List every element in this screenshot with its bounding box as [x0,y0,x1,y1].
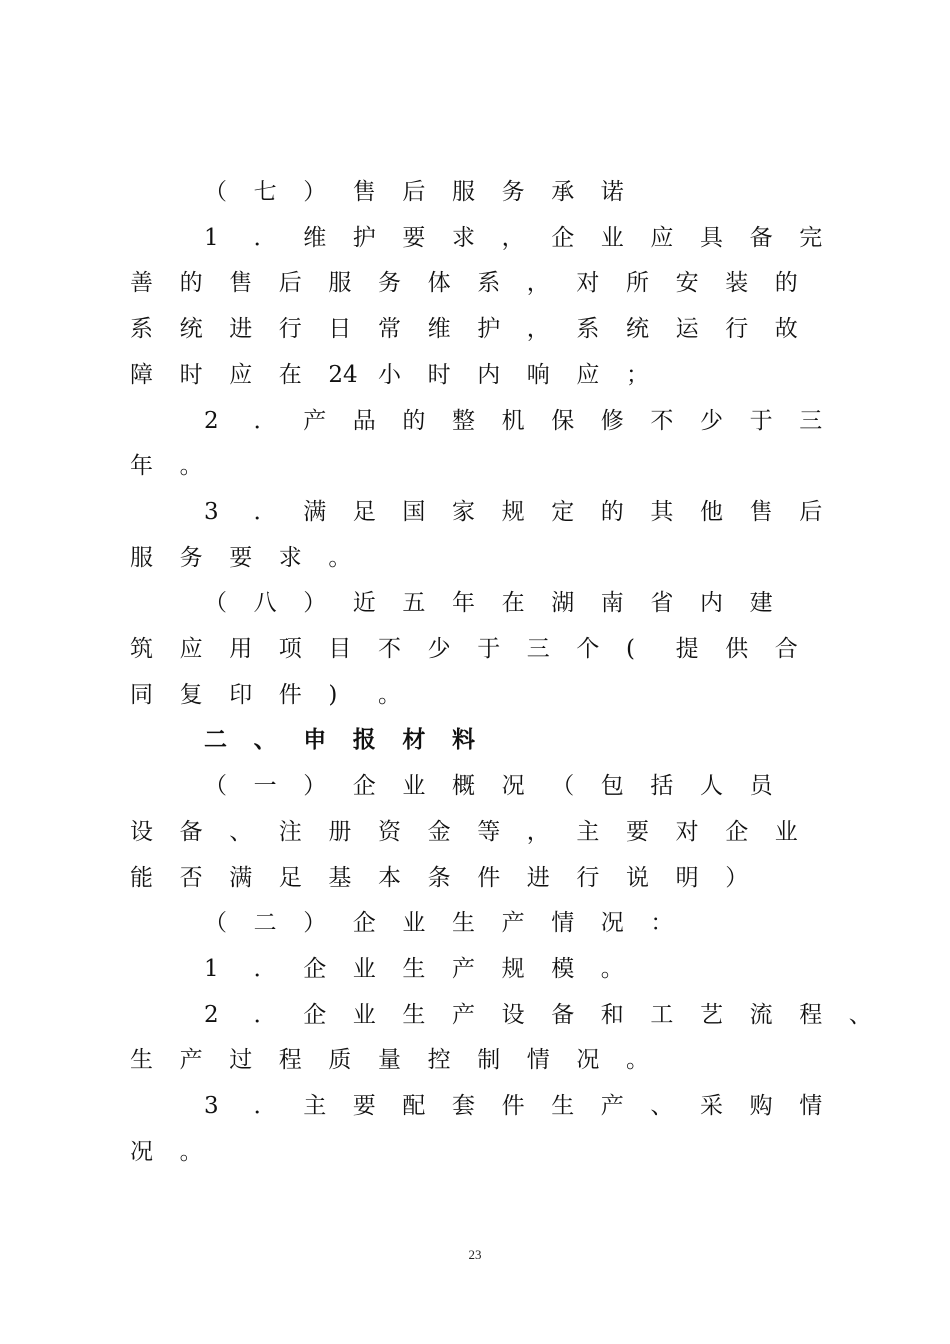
text-line: 筑 应 用 项 目 不 少 于 三 个 ( 提 供 合 [130,636,798,662]
text-line: 1 ． 企 业 生 产 规 模 。 [204,955,624,982]
section-heading: 二 、 申 报 材 料 [204,727,475,754]
text-line: 3 ． 主 要 配 套 件 生 产 、 采 购 情 [204,1093,823,1119]
text-line: 2 ． 产 品 的 整 机 保 修 不 少 于 三 [204,407,823,434]
text-line: 能 否 满 足 基 本 条 件 进 行 说 明 ） [130,864,749,891]
text-line: 同 复 印 件 ) 。 [130,681,401,708]
text-line: 生 产 过 程 质 量 控 制 情 况 。 [130,1047,649,1074]
text-line: 2 ． 企 业 生 产 设 备 和 工 艺 流 程 、 [204,1001,872,1028]
text-line: （ 一 ） 企 业 概 况 （ 包 括 人 员 [204,773,773,800]
text-line: （ 二 ） 企 业 生 产 情 况 ： [204,910,674,937]
text-line: （ 八 ） 近 五 年 在 湖 南 省 内 建 [204,590,773,617]
text-line: 况 。 [130,1138,203,1165]
text-line: 3 ． 满 足 国 家 规 定 的 其 他 售 后 [204,498,823,525]
text-line: 年 。 [130,453,203,480]
text-line: 服 务 要 求 。 [130,544,352,571]
text-line: 障 时 应 在 24 小 时 内 响 应 ； [130,361,649,388]
page-number: 23 [468,1247,482,1262]
text-line: 系 统 进 行 日 常 维 护 ， 系 统 运 行 故 [130,316,798,343]
text-line: （ 七 ） 售 后 服 务 承 诺 [204,179,624,205]
text-line: 1 ． 维 护 要 求 ， 企 业 应 具 备 完 [204,224,823,251]
text-line: 设 备 、 注 册 资 金 等 ， 主 要 对 企 业 [130,818,798,845]
text-line: 善 的 售 后 服 务 体 系 ， 对 所 安 装 的 [130,270,798,297]
